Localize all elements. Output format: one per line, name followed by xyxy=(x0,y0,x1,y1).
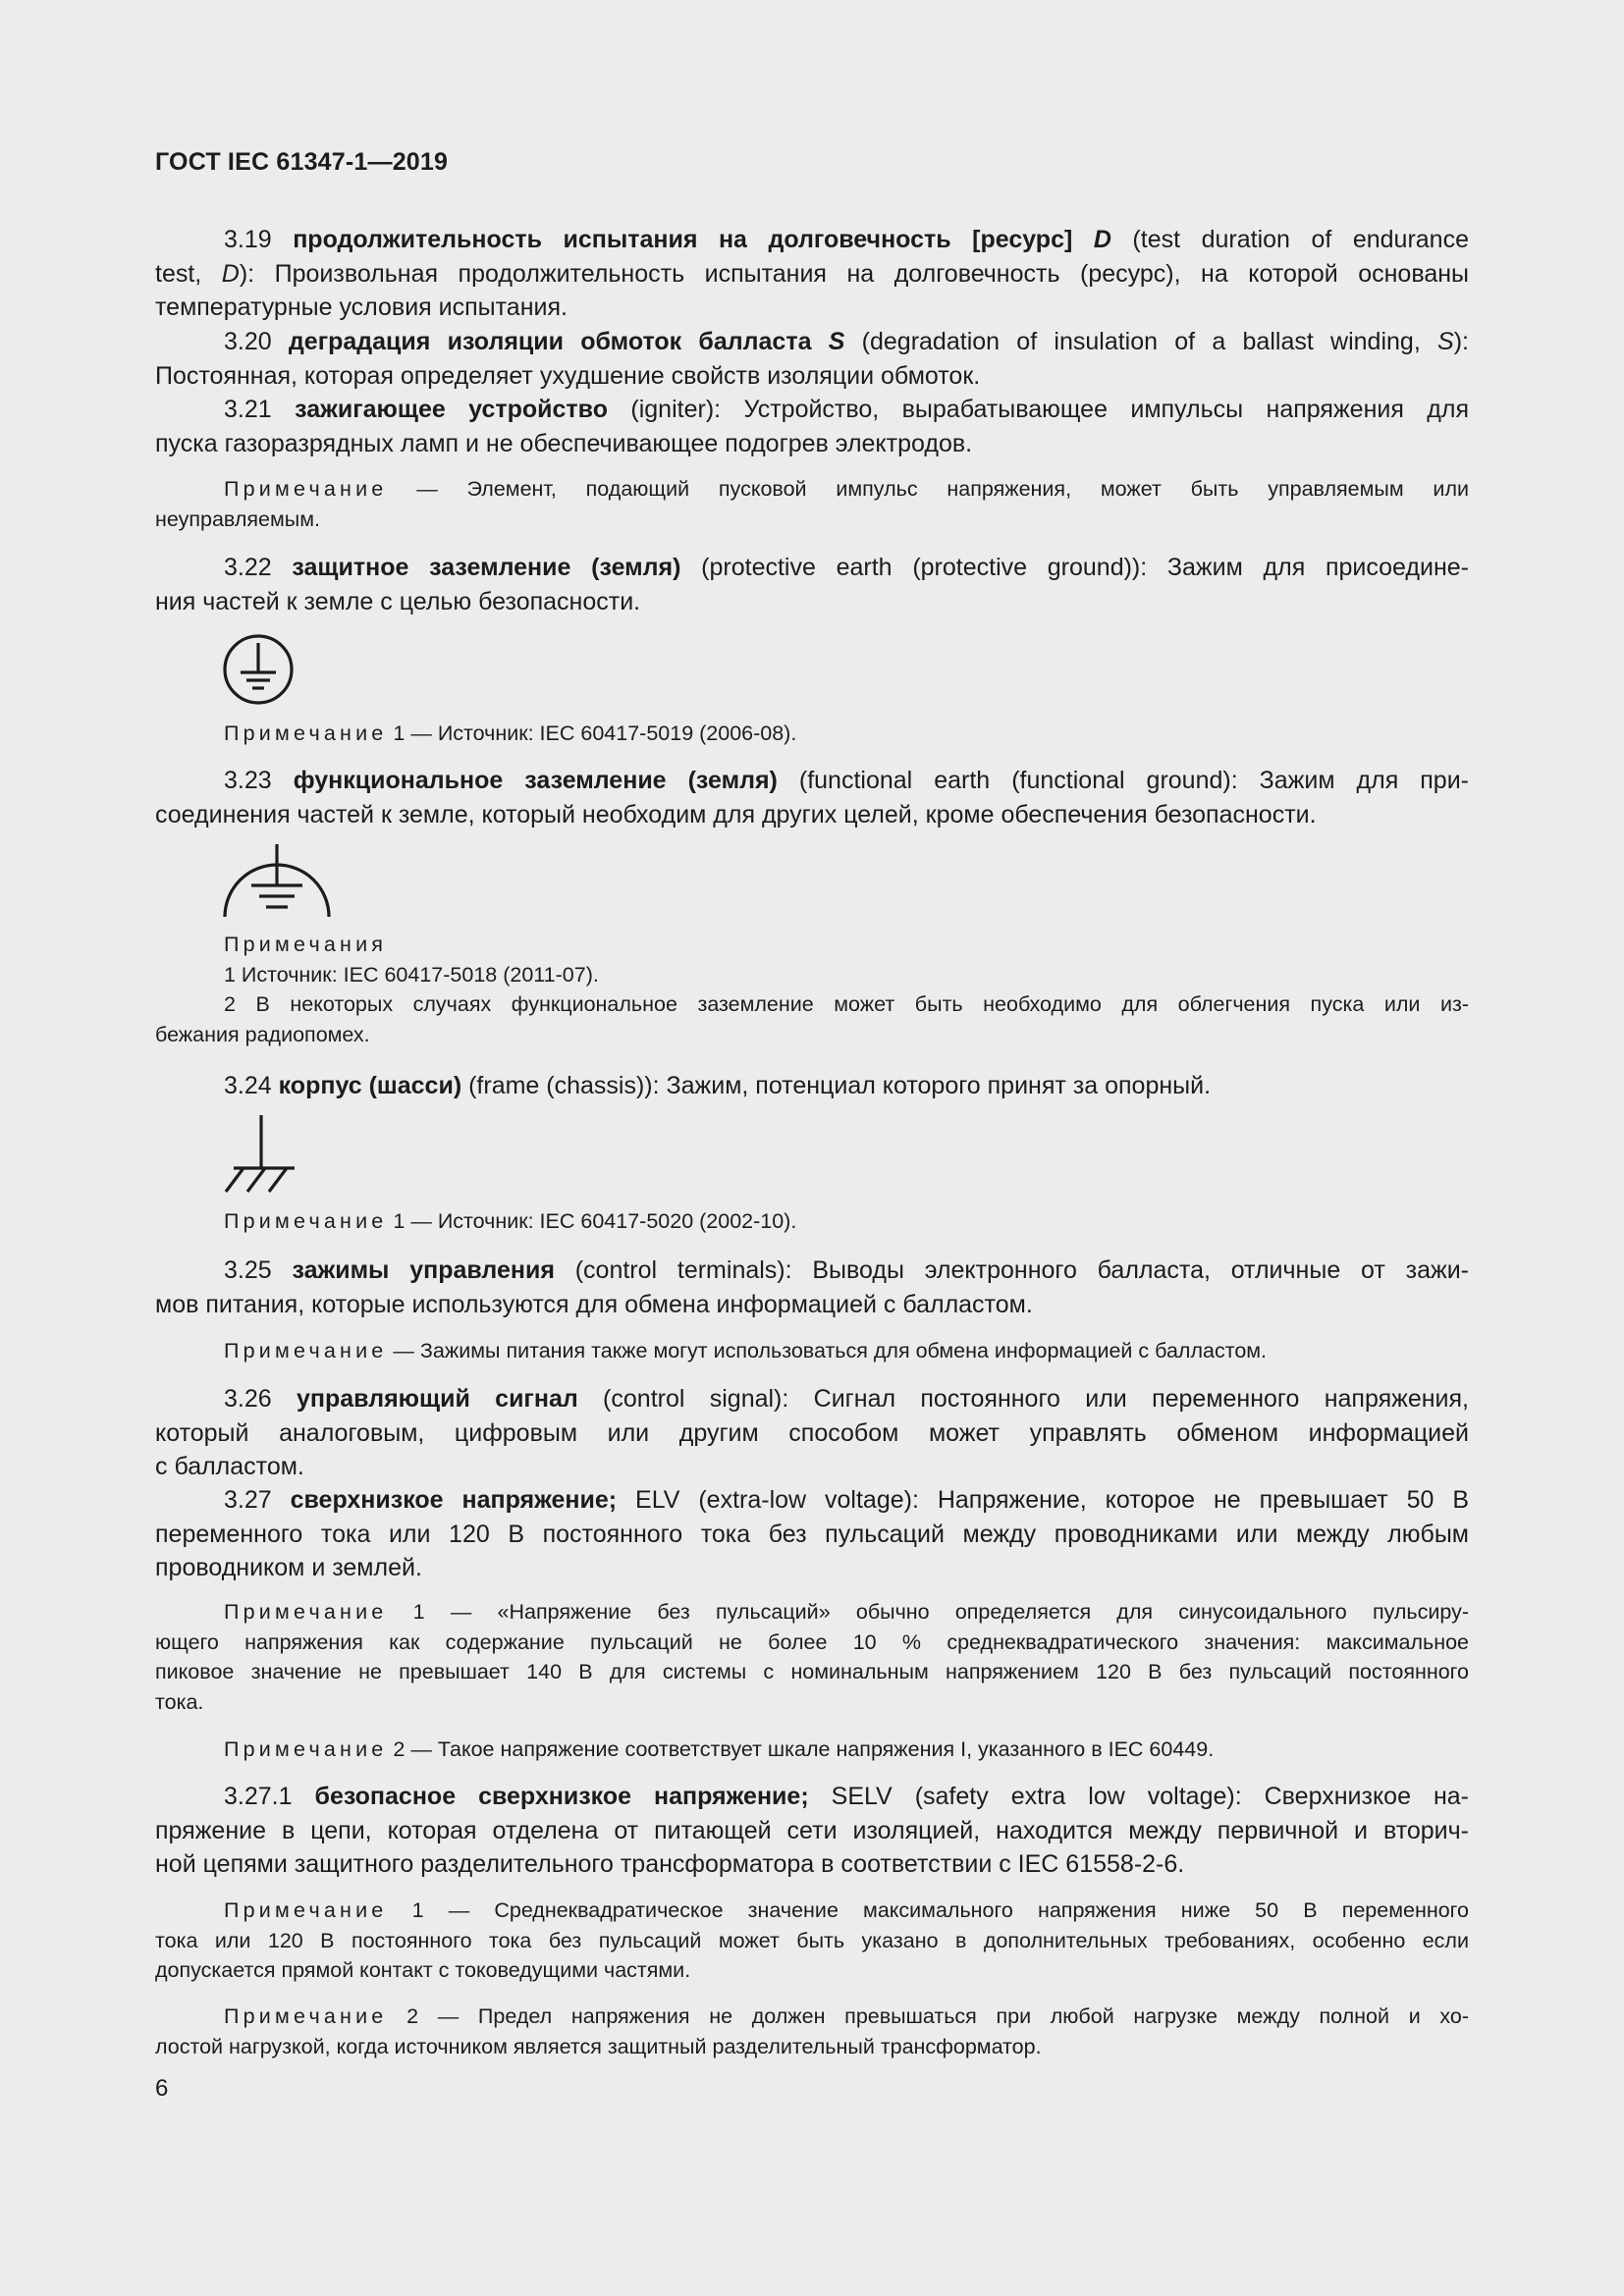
term-title: зажигающее устройство xyxy=(295,396,608,423)
functional-earth-symbol-icon xyxy=(222,842,332,921)
note-text: неуправляемым. xyxy=(155,507,320,531)
term-text: проводником и землей. xyxy=(155,1554,422,1581)
term-text: температурные условия испытания. xyxy=(155,294,568,321)
term-text: (frame (chassis)): Зажим, потенциал которого принят за опорный. xyxy=(461,1072,1212,1099)
term-number: 3.25 xyxy=(224,1256,272,1284)
term-3-24 xyxy=(155,1069,1469,1103)
term-text: пряжение в цепи, которая отделена от питающей сети изоляцией, находится между первичной и вторич- xyxy=(155,1816,1469,1844)
note-label: Примечание xyxy=(224,477,388,501)
term-text: с балластом. xyxy=(155,1453,304,1480)
term-english: (degradation of insulation of a ballast winding, xyxy=(844,328,1438,355)
note-text: 1 — Источник: IEC 60417-5019 (2006-08). xyxy=(387,721,797,745)
term-title: сверхнизкое напряжение; xyxy=(290,1486,618,1514)
term-3-27 xyxy=(155,1483,1469,1585)
term-symbol: D xyxy=(221,259,240,288)
term-text: ): Произвольная продолжительность испытания на долговечность (ресурс), на которой основаны xyxy=(239,259,1470,288)
note-label: Примечание xyxy=(224,1209,388,1233)
term-symbol: S xyxy=(828,328,845,355)
term-text: пуска газоразрядных ламп и не обеспечивающее подогрев электродов. xyxy=(155,429,973,457)
note-3-21 xyxy=(155,474,1469,534)
term-title: безопасное сверхнизкое напряжение; xyxy=(314,1783,809,1810)
term-3-25 xyxy=(155,1254,1469,1321)
note-label: Примечание xyxy=(224,1339,388,1362)
term-3-23 xyxy=(155,764,1469,831)
term-text: ной цепями защитного разделительного трансформатора в соответствии с IEC 61558-2-6. xyxy=(155,1850,1185,1878)
note-3-27-1-b xyxy=(155,2002,1469,2061)
term-text: test, xyxy=(155,259,222,288)
term-title: зажимы управления xyxy=(292,1256,555,1284)
term-title: управляющий сигнал xyxy=(296,1385,578,1413)
term-symbol: S xyxy=(1437,328,1454,355)
note-3-22 xyxy=(155,719,1469,749)
note-item: бежания радиопомех. xyxy=(155,1022,370,1046)
term-number: 3.27.1 xyxy=(224,1783,293,1810)
note-text: тока или 120 В постоянного тока без пульсаций может быть указано в дополнительных требованиях, особенно если xyxy=(155,1928,1469,1952)
term-number: 3.27 xyxy=(224,1486,272,1514)
note-text: — Зажимы питания также могут использоваться для обмена информацией с балластом. xyxy=(387,1339,1268,1362)
document-header: ГОСТ IEC 61347-1—2019 xyxy=(155,148,449,176)
note-label: Примечание xyxy=(224,2004,388,2028)
note-3-27-2 xyxy=(155,1735,1469,1765)
term-3-27-1 xyxy=(155,1780,1469,1882)
term-text: Постоянная, которая определяет ухудшение свойств изоляции обмоток. xyxy=(155,361,981,390)
term-text: (functional earth (functional ground): Зажим для при- xyxy=(777,767,1469,794)
term-3-21 xyxy=(155,393,1469,460)
page-number: 6 xyxy=(155,2075,169,2102)
note-3-27-1 xyxy=(155,1597,1469,1717)
note-label: Примечание xyxy=(224,1737,388,1761)
term-number: 3.24 xyxy=(224,1072,272,1099)
term-text: который аналоговым, цифровым или другим способом может управлять обменом информацией xyxy=(155,1418,1469,1447)
term-3-19 xyxy=(155,223,1469,325)
note-label: Примечания xyxy=(224,933,388,956)
term-3-26 xyxy=(155,1382,1469,1484)
term-number: 3.21 xyxy=(224,396,272,423)
note-item: 2 В некоторых случаях функциональное заземление может быть необходимо для облегчения пуска или из- xyxy=(224,992,1469,1016)
note-text: — Элемент, подающий пусковой импульс напряжения, может быть управляемым или xyxy=(387,477,1469,501)
note-text: ющего напряжения как содержание пульсаций не более 10 % среднеквадратического значения: максимальное xyxy=(155,1629,1469,1654)
note-3-24 xyxy=(155,1206,1469,1237)
frame-chassis-symbol-icon xyxy=(222,1113,300,1194)
term-number: 3.19 xyxy=(224,226,272,253)
term-text: переменного тока или 120 В постоянного тока без пульсаций между проводниками или между любым xyxy=(155,1520,1469,1548)
term-title: функциональное заземление (земля) xyxy=(293,767,778,794)
term-text: (control terminals): Выводы электронного балласта, отличные от зажи- xyxy=(554,1256,1469,1284)
term-3-22 xyxy=(155,551,1469,618)
term-title: защитное заземление (земля) xyxy=(292,554,681,581)
note-text: 1 — «Напряжение без пульсаций» обычно определяется для синусоидального пульсиру- xyxy=(387,1600,1469,1624)
term-text: (protective earth (protective ground)): Зажим для присоедине- xyxy=(680,554,1469,581)
note-label: Примечание xyxy=(224,721,388,745)
term-number: 3.20 xyxy=(224,328,272,355)
term-text: (control signal): Сигнал постоянного или переменного напряжения, xyxy=(577,1385,1470,1413)
notes-3-23 xyxy=(155,930,1469,1049)
term-english: ): xyxy=(1453,328,1469,355)
note-text: пиковое значение не превышает 140 В для системы с номинальным напряжением 120 В без пульсаций постоянного xyxy=(155,1660,1469,1683)
note-text: 2 — Такое напряжение соответствует шкале напряжения I, указанного в IEC 60449. xyxy=(387,1737,1215,1761)
note-text: 1 — Среднеквадратическое значение максимального напряжения ниже 50 В переменного xyxy=(387,1898,1469,1922)
note-label: Примечание xyxy=(224,1600,388,1624)
protective-earth-symbol-icon xyxy=(222,633,295,706)
note-3-27-1-a xyxy=(155,1896,1469,1986)
term-symbol: D xyxy=(1093,226,1111,253)
term-title: деградация изоляции обмоток балласта xyxy=(288,328,829,355)
note-text: 1 — Источник: IEC 60417-5020 (2002-10). xyxy=(387,1209,797,1233)
term-text: (igniter): Устройство, вырабатывающее импульсы напряжения для xyxy=(607,396,1470,423)
term-text: мов питания, которые используются для обмена информацией с балластом. xyxy=(155,1290,1033,1318)
term-number: 3.26 xyxy=(224,1385,272,1413)
term-text: SELV (safety extra low voltage): Сверхнизкое на- xyxy=(808,1783,1469,1810)
term-text: ELV (extra-low voltage): Напряжение, которое не превышает 50 В xyxy=(617,1486,1469,1514)
note-item: 1 Источник: IEC 60417-5018 (2011-07). xyxy=(224,962,599,987)
term-english: (test duration of endurance xyxy=(1110,226,1469,253)
note-text: допускается прямой контакт с токоведущими частями. xyxy=(155,1958,691,1982)
term-3-20 xyxy=(155,325,1469,393)
term-number: 3.23 xyxy=(224,767,272,794)
term-text: ния частей к земле с целью безопасности. xyxy=(155,587,641,615)
term-number: 3.22 xyxy=(224,554,272,581)
term-title: продолжительность испытания на долговечность [ресурс] xyxy=(293,226,1094,253)
term-text: соединения частей к земле, который необходим для других целей, кроме обеспечения безопасности. xyxy=(155,800,1317,828)
note-3-25 xyxy=(155,1336,1469,1366)
note-text: лостой нагрузкой, когда источником является защитный разделительный трансформатор. xyxy=(155,2034,1042,2058)
note-label: Примечание xyxy=(224,1898,388,1922)
note-text: 2 — Предел напряжения не должен превышаться при любой нагрузке между полной и хо- xyxy=(387,2004,1469,2028)
note-text: тока. xyxy=(155,1689,204,1714)
term-title: корпус (шасси) xyxy=(278,1072,462,1099)
